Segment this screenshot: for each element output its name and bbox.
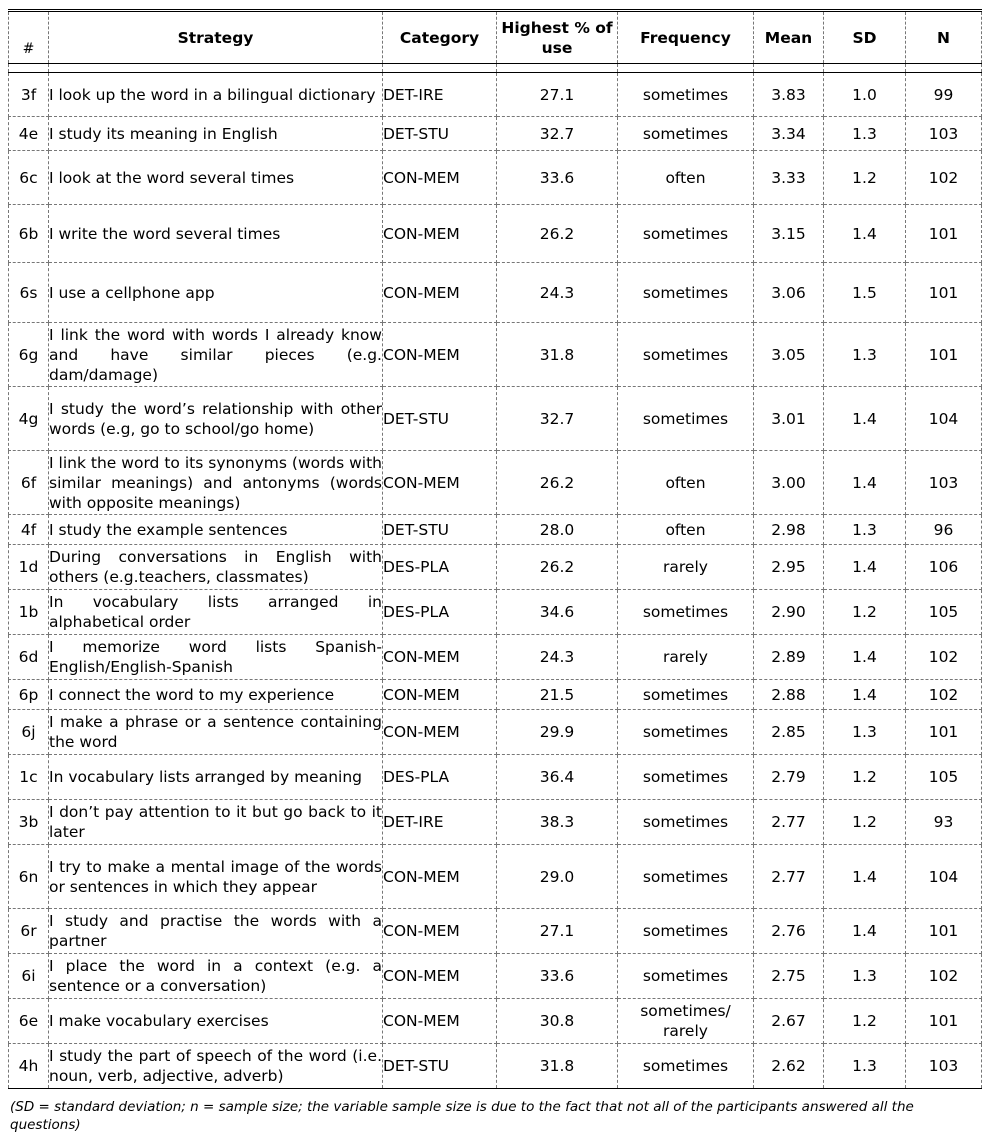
row-frequency: sometimes/ rarely — [618, 999, 754, 1044]
row-num: 4g — [9, 387, 49, 451]
row-num: 4f — [9, 515, 49, 545]
row-mean: 3.15 — [754, 205, 824, 263]
row-frequency: often — [618, 515, 754, 545]
row-frequency: sometimes — [618, 1044, 754, 1089]
row-sd: 1.2 — [824, 151, 906, 205]
header-num: # — [9, 11, 49, 64]
row-category: CON-MEM — [383, 635, 497, 680]
strategy-table — [8, 9, 982, 1089]
row-strategy: I study its meaning in English — [49, 117, 383, 151]
table-footnote: (SD = standard deviation; n = sample size; the variable sample size is due to the fact that not all of the participants answered all the questions) — [10, 1099, 914, 1133]
row-frequency: rarely — [618, 635, 754, 680]
row-n: 101 — [906, 710, 982, 755]
row-category: DET-STU — [383, 515, 497, 545]
row-highest: 28.0 — [497, 515, 618, 545]
row-n: 102 — [906, 954, 982, 999]
row-frequency: sometimes — [618, 800, 754, 845]
row-sd: 1.3 — [824, 117, 906, 151]
row-strategy: During conversations in English with others (e.g.teachers, classmates) — [49, 545, 383, 590]
row-strategy: I make a phrase or a sentence containing the word — [49, 710, 383, 755]
row-strategy: I use a cellphone app — [49, 263, 383, 323]
row-n: 99 — [906, 73, 982, 117]
table-row — [9, 451, 982, 515]
row-sd: 1.2 — [824, 999, 906, 1044]
row-highest: 26.2 — [497, 205, 618, 263]
row-highest: 24.3 — [497, 263, 618, 323]
row-strategy: I try to make a mental image of the words or sentences in which they appear — [49, 845, 383, 909]
table-body — [9, 73, 982, 1089]
row-n: 102 — [906, 151, 982, 205]
row-n: 101 — [906, 323, 982, 387]
row-num: 4h — [9, 1044, 49, 1089]
row-n: 105 — [906, 755, 982, 800]
table-row — [9, 1044, 982, 1089]
table-row — [9, 545, 982, 590]
row-mean: 2.88 — [754, 680, 824, 710]
row-n: 101 — [906, 909, 982, 954]
header-strategy: Strategy — [49, 11, 383, 64]
row-num: 6e — [9, 999, 49, 1044]
row-mean: 2.62 — [754, 1044, 824, 1089]
row-highest: 33.6 — [497, 151, 618, 205]
row-category: CON-MEM — [383, 845, 497, 909]
row-n: 103 — [906, 1044, 982, 1089]
row-num: 6p — [9, 680, 49, 710]
row-mean: 3.83 — [754, 73, 824, 117]
header-n: N — [906, 11, 982, 64]
row-num: 6f — [9, 451, 49, 515]
table-row — [9, 845, 982, 909]
row-category: CON-MEM — [383, 151, 497, 205]
table-row — [9, 323, 982, 387]
row-n: 93 — [906, 800, 982, 845]
table-row — [9, 205, 982, 263]
row-category: CON-MEM — [383, 680, 497, 710]
row-frequency: sometimes — [618, 710, 754, 755]
row-category: CON-MEM — [383, 451, 497, 515]
row-frequency: sometimes — [618, 387, 754, 451]
row-sd: 1.2 — [824, 800, 906, 845]
row-category: CON-MEM — [383, 999, 497, 1044]
row-num: 6r — [9, 909, 49, 954]
row-category: CON-MEM — [383, 205, 497, 263]
row-n: 106 — [906, 545, 982, 590]
table-row — [9, 635, 982, 680]
row-sd: 1.4 — [824, 845, 906, 909]
row-mean: 2.95 — [754, 545, 824, 590]
table-row — [9, 954, 982, 999]
row-strategy: I write the word several times — [49, 205, 383, 263]
row-n: 101 — [906, 263, 982, 323]
row-sd: 1.5 — [824, 263, 906, 323]
row-strategy: I study and practise the words with a partner — [49, 909, 383, 954]
table-row — [9, 387, 982, 451]
table-row — [9, 151, 982, 205]
row-highest: 27.1 — [497, 909, 618, 954]
row-mean: 2.67 — [754, 999, 824, 1044]
row-highest: 36.4 — [497, 755, 618, 800]
table-row — [9, 755, 982, 800]
row-sd: 1.4 — [824, 387, 906, 451]
row-mean: 2.98 — [754, 515, 824, 545]
row-sd: 1.4 — [824, 635, 906, 680]
row-n: 103 — [906, 451, 982, 515]
row-frequency: sometimes — [618, 590, 754, 635]
row-highest: 27.1 — [497, 73, 618, 117]
row-frequency: sometimes — [618, 845, 754, 909]
row-sd: 1.3 — [824, 515, 906, 545]
row-category: DES-PLA — [383, 545, 497, 590]
row-highest: 30.8 — [497, 999, 618, 1044]
row-sd: 1.4 — [824, 909, 906, 954]
row-highest: 31.8 — [497, 1044, 618, 1089]
row-num: 4e — [9, 117, 49, 151]
row-strategy: I look up the word in a bilingual dictionary — [49, 73, 383, 117]
row-highest: 26.2 — [497, 451, 618, 515]
row-mean: 2.75 — [754, 954, 824, 999]
table-row — [9, 515, 982, 545]
row-strategy: In vocabulary lists arranged in alphabetical order — [49, 590, 383, 635]
row-sd: 1.4 — [824, 205, 906, 263]
row-num: 3b — [9, 800, 49, 845]
table-row — [9, 117, 982, 151]
row-mean: 3.00 — [754, 451, 824, 515]
row-category: DET-IRE — [383, 800, 497, 845]
row-highest: 29.9 — [497, 710, 618, 755]
row-sd: 1.3 — [824, 1044, 906, 1089]
row-sd: 1.4 — [824, 680, 906, 710]
row-highest: 34.6 — [497, 590, 618, 635]
row-highest: 21.5 — [497, 680, 618, 710]
row-frequency: sometimes — [618, 117, 754, 151]
row-n: 101 — [906, 205, 982, 263]
row-n: 104 — [906, 387, 982, 451]
row-strategy: I study the part of speech of the word (i.e. noun, verb, adjective, adverb) — [49, 1044, 383, 1089]
row-frequency: sometimes — [618, 680, 754, 710]
table-row — [9, 73, 982, 117]
row-highest: 24.3 — [497, 635, 618, 680]
row-sd: 1.3 — [824, 710, 906, 755]
header-category: Category — [383, 11, 497, 64]
table-row — [9, 680, 982, 710]
row-sd: 1.2 — [824, 755, 906, 800]
row-mean: 3.01 — [754, 387, 824, 451]
row-category: DET-STU — [383, 1044, 497, 1089]
table-row — [9, 909, 982, 954]
row-frequency: sometimes — [618, 954, 754, 999]
row-strategy: I connect the word to my experience — [49, 680, 383, 710]
row-num: 1b — [9, 590, 49, 635]
row-num: 6g — [9, 323, 49, 387]
header-row — [9, 11, 982, 64]
row-strategy: I study the word’s relationship with other words (e.g, go to school/go home) — [49, 387, 383, 451]
row-frequency: sometimes — [618, 73, 754, 117]
row-highest: 38.3 — [497, 800, 618, 845]
row-mean: 3.33 — [754, 151, 824, 205]
row-n: 103 — [906, 117, 982, 151]
row-num: 1d — [9, 545, 49, 590]
row-n: 96 — [906, 515, 982, 545]
row-n: 105 — [906, 590, 982, 635]
row-num: 1c — [9, 755, 49, 800]
row-frequency: sometimes — [618, 205, 754, 263]
row-category: DES-PLA — [383, 755, 497, 800]
row-mean: 2.77 — [754, 800, 824, 845]
row-frequency: often — [618, 451, 754, 515]
row-frequency: sometimes — [618, 263, 754, 323]
row-strategy: I look at the word several times — [49, 151, 383, 205]
row-category: CON-MEM — [383, 954, 497, 999]
row-num: 3f — [9, 73, 49, 117]
row-strategy: I link the word with words I already know and have similar pieces (e.g. dam/damage) — [49, 323, 383, 387]
row-sd: 1.4 — [824, 545, 906, 590]
row-num: 6b — [9, 205, 49, 263]
row-sd: 1.3 — [824, 323, 906, 387]
row-category: DET-STU — [383, 117, 497, 151]
row-highest: 31.8 — [497, 323, 618, 387]
row-sd: 1.4 — [824, 451, 906, 515]
header-sd: SD — [824, 11, 906, 64]
row-category: CON-MEM — [383, 909, 497, 954]
row-num: 6j — [9, 710, 49, 755]
row-strategy: I study the example sentences — [49, 515, 383, 545]
row-strategy: I memorize word lists Spanish-English/English-Spanish — [49, 635, 383, 680]
table-row — [9, 710, 982, 755]
row-num: 6i — [9, 954, 49, 999]
row-strategy: I place the word in a context (e.g. a sentence or a conversation) — [49, 954, 383, 999]
row-sd: 1.3 — [824, 954, 906, 999]
row-num: 6c — [9, 151, 49, 205]
table-row — [9, 263, 982, 323]
row-mean: 3.06 — [754, 263, 824, 323]
row-highest: 26.2 — [497, 545, 618, 590]
row-sd: 1.2 — [824, 590, 906, 635]
row-strategy: I don’t pay attention to it but go back to it later — [49, 800, 383, 845]
row-strategy: I make vocabulary exercises — [49, 999, 383, 1044]
row-category: CON-MEM — [383, 263, 497, 323]
row-category: DES-PLA — [383, 590, 497, 635]
row-category: CON-MEM — [383, 323, 497, 387]
row-mean: 2.85 — [754, 710, 824, 755]
row-frequency: sometimes — [618, 909, 754, 954]
row-strategy: I link the word to its synonyms (words with similar meanings) and antonyms (words with opposite meanings) — [49, 451, 383, 515]
row-mean: 2.77 — [754, 845, 824, 909]
row-highest: 32.7 — [497, 117, 618, 151]
row-frequency: often — [618, 151, 754, 205]
row-category: CON-MEM — [383, 710, 497, 755]
row-n: 102 — [906, 635, 982, 680]
row-sd: 1.0 — [824, 73, 906, 117]
table-row — [9, 999, 982, 1044]
row-num: 6d — [9, 635, 49, 680]
row-frequency: sometimes — [618, 323, 754, 387]
header-frequency: Frequency — [618, 11, 754, 64]
row-num: 6s — [9, 263, 49, 323]
row-mean: 2.90 — [754, 590, 824, 635]
header-gap-row — [9, 64, 982, 73]
row-frequency: rarely — [618, 545, 754, 590]
row-strategy: In vocabulary lists arranged by meaning — [49, 755, 383, 800]
row-highest: 33.6 — [497, 954, 618, 999]
row-category: DET-IRE — [383, 73, 497, 117]
row-frequency: sometimes — [618, 755, 754, 800]
header-highest: Highest % of use — [497, 11, 618, 64]
row-highest: 32.7 — [497, 387, 618, 451]
row-mean: 2.89 — [754, 635, 824, 680]
table-row — [9, 590, 982, 635]
row-n: 101 — [906, 999, 982, 1044]
row-mean: 2.76 — [754, 909, 824, 954]
table-row — [9, 800, 982, 845]
row-mean: 3.34 — [754, 117, 824, 151]
row-category: DET-STU — [383, 387, 497, 451]
row-n: 102 — [906, 680, 982, 710]
header-mean: Mean — [754, 11, 824, 64]
row-num: 6n — [9, 845, 49, 909]
row-highest: 29.0 — [497, 845, 618, 909]
row-mean: 2.79 — [754, 755, 824, 800]
row-n: 104 — [906, 845, 982, 909]
row-mean: 3.05 — [754, 323, 824, 387]
